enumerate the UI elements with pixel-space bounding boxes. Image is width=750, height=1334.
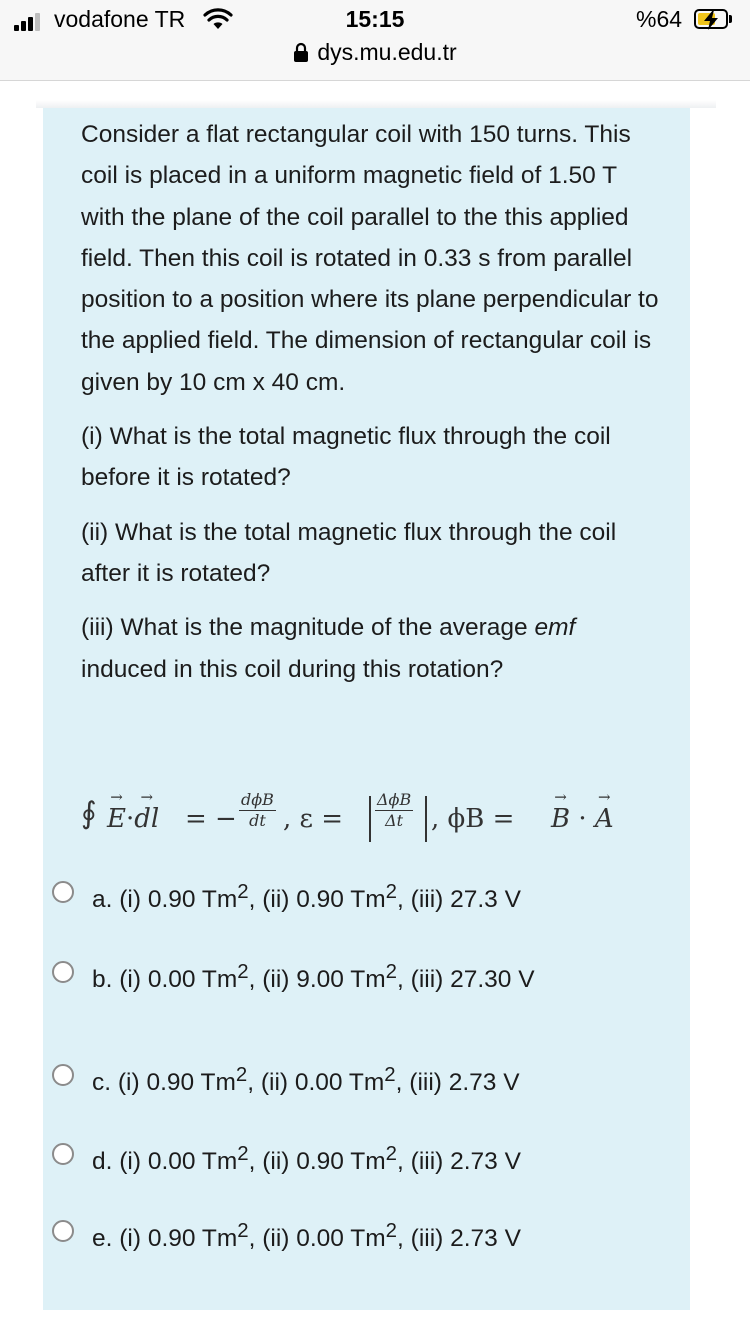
option-b[interactable]: [52, 952, 632, 992]
radio-button[interactable]: [52, 961, 74, 983]
question-part-iii: (iii) What is the magnitude of the average emf induced in this coil during this rotation?: [81, 614, 576, 683]
abs-bar-left: [369, 796, 371, 842]
question-intro: Consider a flat rectangular coil with 150 turns. This coil is placed in a uniform magnetic field of 1.50 T with the plane of the coil parallel to the this applied field. Then this coil is rotated in 0.33 s from parallel position to a position where its plane perpendicular to the applied field. The dimension of rectangular coil is given by 10 cm x 40 cm.: [81, 121, 659, 396]
content-top-shadow: [36, 100, 716, 108]
fraction-dphi-dt: dϕB dt: [241, 790, 274, 830]
clock: 15:15: [345, 6, 405, 32]
question-part-ii: (ii) What is the total magnetic flux through the coil after it is rotated?: [81, 518, 617, 587]
radio-button[interactable]: [52, 1143, 74, 1165]
e-dot-dl: → E·→ dl: [107, 804, 159, 834]
option-e-label: e. (i) 0.90 Tm$^2$, (ii) 0.00 Tm$^2$, (iii) 2.73 V: [92, 1220, 521, 1253]
option-c[interactable]: [52, 1055, 632, 1095]
emf-equals: , ε =: [283, 804, 344, 834]
question-part-i: (i) What is the total magnetic flux through the coil before it is rotated?: [81, 423, 611, 492]
option-d-label: d. (i) 0.00 Tm$^2$, (ii) 0.90 Tm$^2$, (iii) 2.73 V: [92, 1143, 521, 1176]
question-text: [81, 114, 661, 703]
battery-percent: %64: [636, 6, 683, 32]
url-text[interactable]: dys.mu.edu.tr: [317, 39, 457, 65]
radio-button[interactable]: [52, 881, 74, 903]
option-d[interactable]: [52, 1134, 632, 1174]
oint-symbol: ∮: [81, 796, 97, 831]
abs-bar-right: [425, 796, 427, 842]
radio-button[interactable]: [52, 1220, 74, 1242]
lock-icon: [293, 42, 309, 62]
equals-minus: = −: [185, 804, 237, 834]
flux-equals: , ϕB =: [431, 804, 515, 834]
option-c-label: c. (i) 0.90 Tm$^2$, (ii) 0.00 Tm$^2$, (iii) 2.73 V: [92, 1064, 520, 1097]
question-card: [43, 108, 690, 1310]
formula: [81, 790, 661, 860]
b-dot-a: → B · → A: [551, 804, 614, 834]
battery-cap: [729, 15, 732, 23]
fraction-delta-phi-delta-t: ΔϕB Δt: [377, 790, 412, 830]
option-e[interactable]: [52, 1211, 632, 1251]
url-bar[interactable]: [0, 39, 750, 66]
option-a-label: a. (i) 0.90 Tm$^2$, (ii) 0.90 Tm$^2$, (iii) 27.3 V: [92, 881, 521, 914]
option-b-label: b. (i) 0.00 Tm$^2$, (ii) 9.00 Tm$^2$, (iii) 27.30 V: [92, 961, 535, 994]
option-a[interactable]: [52, 872, 632, 912]
carrier-name: vodafone TR: [54, 6, 186, 32]
battery-charging-icon: [694, 9, 728, 29]
status-bar: [0, 0, 750, 81]
radio-button[interactable]: [52, 1064, 74, 1086]
